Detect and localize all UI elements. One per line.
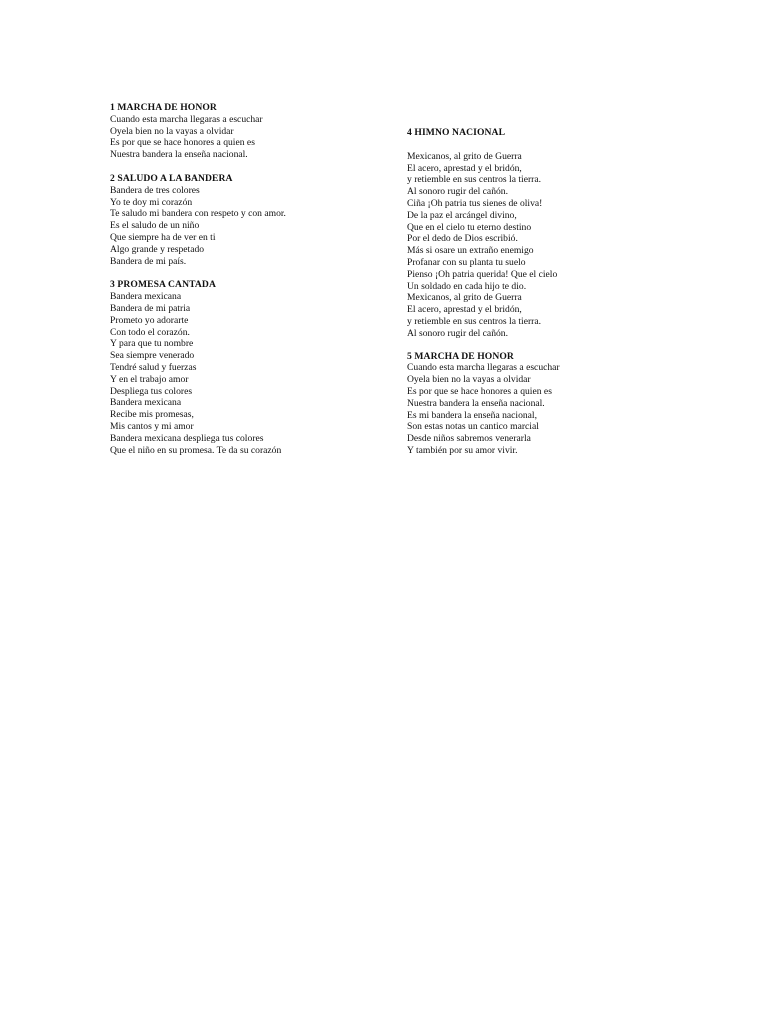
text-line: Que en el cielo tu eterno destino — [407, 221, 532, 233]
text-line: Bandera de tres colores — [110, 184, 200, 196]
section-himno-nacional — [407, 127, 707, 340]
text-line: Cuando esta marcha llegaras a escuchar — [110, 113, 263, 125]
text-line: Es el saludo de un niño — [110, 220, 200, 232]
text-line: Es por que se hace honores a quien es — [110, 137, 255, 149]
section-saludo-a-la-bandera — [110, 173, 400, 267]
text-line: Pienso ¡Oh patria querida! Que el cielo — [407, 268, 558, 280]
text-line: Y para que tu nombre — [110, 338, 194, 350]
text-line: Y también por su amor vivir. — [407, 444, 518, 456]
text-line: Prometo yo adorarte — [110, 314, 189, 326]
text-line: Algo grande y respetado — [110, 243, 205, 255]
text-line: De la paz el arcángel divino, — [407, 209, 517, 221]
text-line: y retiemble en sus centros la tierra. — [407, 174, 541, 186]
section-title: 2 SALUDO A LA BANDERA — [110, 172, 233, 184]
text-line: Un soldado en cada hijo te dio. — [407, 280, 527, 292]
text-line: Mexicanos, al grito de Guerra — [407, 150, 522, 162]
text-line: Que el niño en su promesa. Te da su corazón — [110, 444, 282, 456]
text-line: Y en el trabajo amor — [110, 373, 189, 385]
section-marcha-de-honor-1 — [110, 102, 400, 161]
text-line: Oyela bien no la vayas a olvidar — [110, 125, 234, 137]
text-line: Con todo el corazón. — [110, 326, 190, 338]
section-title: 3 PROMESA CANTADA — [110, 279, 216, 291]
text-line: Sea siempre venerado — [110, 350, 195, 362]
text-line: El acero, aprestad y el bridón, — [407, 304, 522, 316]
text-line: Por el dedo de Dios escribió. — [407, 233, 518, 245]
left-column — [110, 102, 400, 456]
text-line: Recibe mis promesas, — [110, 409, 194, 421]
text-line: Más si osare un extraño enemigo — [407, 245, 534, 257]
text-line: Oyela bien no la vayas a olvidar — [407, 374, 531, 386]
text-line: y retiemble en sus centros la tierra. — [407, 315, 541, 327]
section-marcha-de-honor-5 — [407, 351, 707, 457]
text-line: Es mi bandera la enseña nacional, — [407, 409, 537, 421]
text-line: Que siempre ha de ver en ti — [110, 231, 216, 243]
text-line: Yo te doy mi corazón — [110, 196, 193, 208]
text-line: Cuando esta marcha llegaras a escuchar — [407, 362, 560, 374]
text-line: Es por que se hace honores a quien es — [407, 385, 552, 397]
text-line: Bandera mexicana — [110, 291, 182, 303]
text-line: Bandera de mi país. — [110, 255, 187, 267]
text-line: Mexicanos, al grito de Guerra — [407, 292, 522, 304]
text-line: Al sonoro rugir del cañón. — [407, 186, 508, 198]
text-line: Al sonoro rugir del cañón. — [407, 327, 508, 339]
text-line: Profanar con su planta tu suelo — [407, 256, 526, 268]
text-line: Tendré salud y fuerzas — [110, 361, 197, 373]
text-line: Mis cantos y mi amor — [110, 420, 194, 432]
section-title: 4 HIMNO NACIONAL — [407, 127, 506, 138]
text-line: Ciña ¡Oh patria tus sienes de oliva! — [407, 197, 543, 209]
text-line: El acero, aprestad y el bridón, — [407, 162, 522, 174]
text-line: Bandera de mi patria — [110, 302, 191, 314]
section-promesa-cantada — [110, 279, 400, 456]
text-line: Son estas notas un cantico marcial — [407, 421, 539, 433]
text-line: Te saludo mi bandera con respeto y con amor. — [110, 208, 286, 220]
text-line: Desde niños sabremos venerarla — [407, 433, 531, 445]
text-line: Nuestra bandera la enseña nacional. — [407, 397, 545, 409]
section-title: 1 MARCHA DE HONOR — [110, 102, 217, 113]
text-line: Bandera mexicana despliega tus colores — [110, 432, 264, 444]
text-line: Bandera mexicana — [110, 397, 182, 409]
text-line: Despliega tus colores — [110, 385, 193, 397]
section-title: 5 MARCHA DE HONOR — [407, 350, 514, 362]
text-line: Nuestra bandera la enseña nacional. — [110, 149, 248, 161]
right-column — [407, 127, 707, 457]
